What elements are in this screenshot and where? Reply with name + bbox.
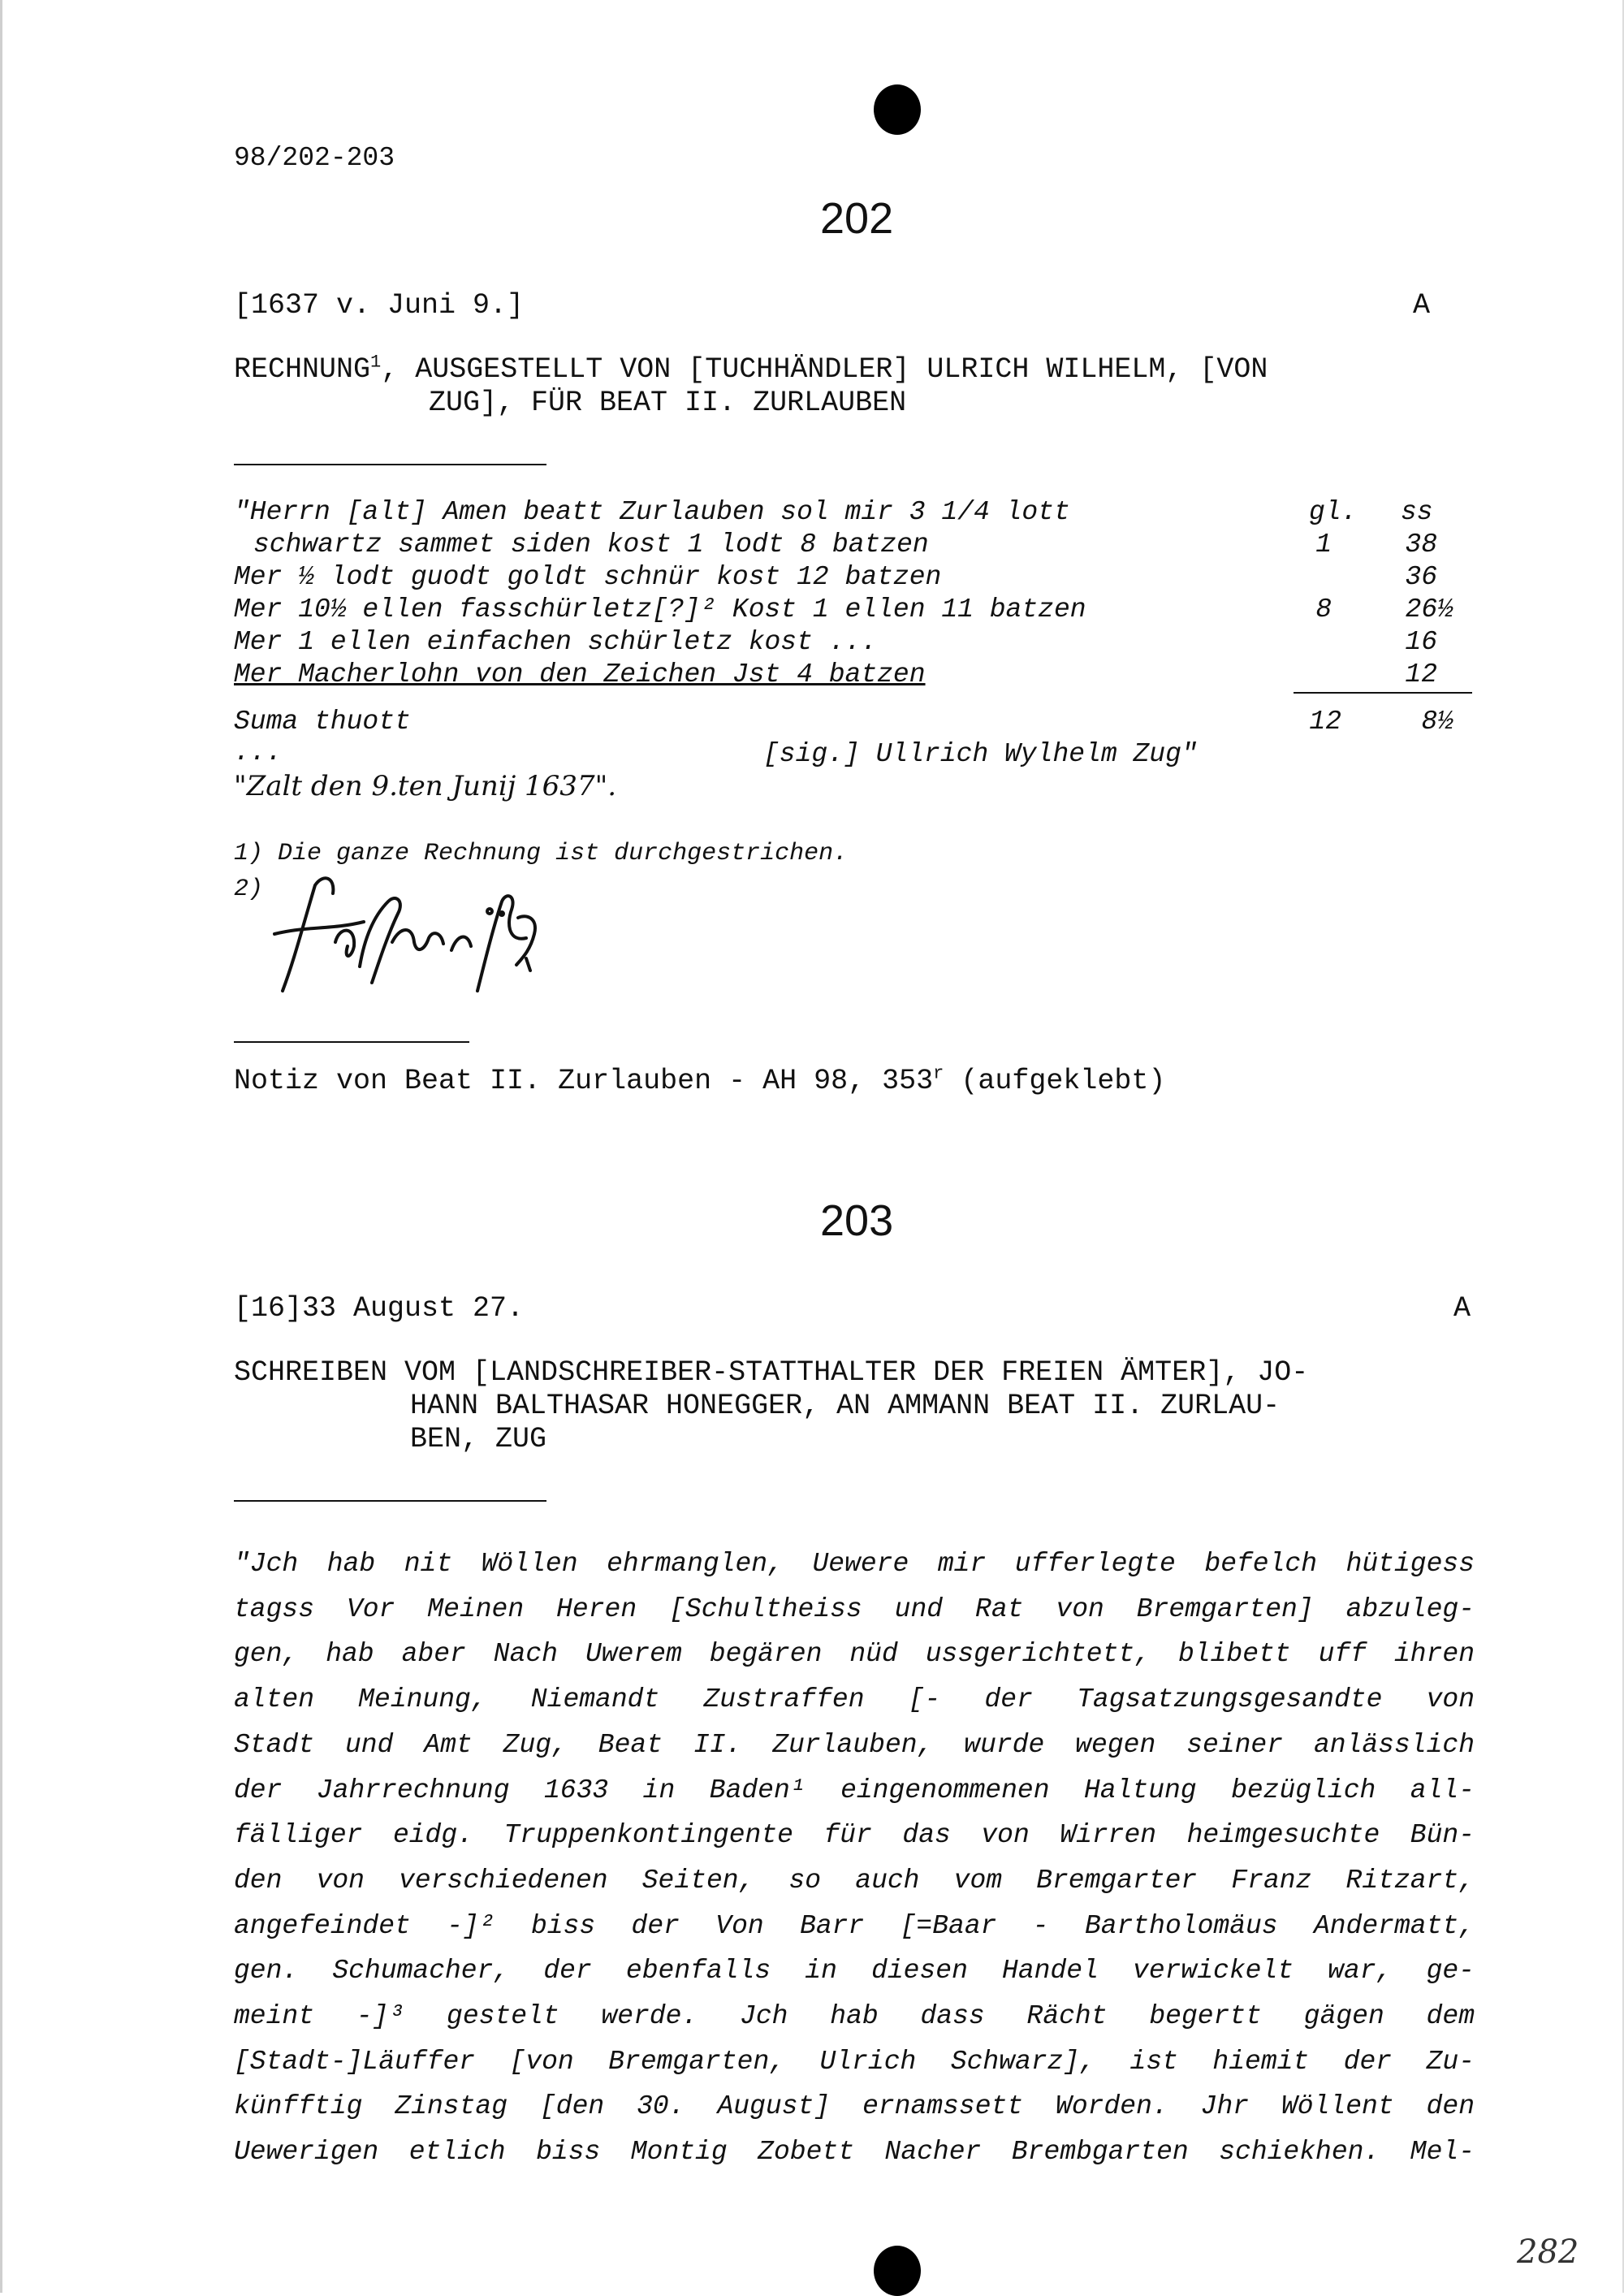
invoice-item-4-ss: 16: [1405, 627, 1437, 657]
invoice-paid-note: "Zalt den 9.ten Junij 1637".: [234, 770, 617, 802]
invoice-sum-rule: [1294, 692, 1472, 694]
archive-recto-sup: r: [933, 1063, 944, 1084]
invoice-total-label: Suma thuott: [234, 707, 411, 737]
invoice-item-4: Mer 1 ellen einfachen schürletz kost ...: [234, 627, 878, 657]
doc202-footnote-1: 1) Die ganze Rechnung ist durchgestrichen.: [234, 840, 849, 867]
invoice-header-gl: gl.: [1309, 497, 1358, 527]
invoice-item-3-gl: 8: [1315, 595, 1332, 625]
doc202-grade: A: [1413, 289, 1431, 322]
doc202-title-footnote-ref: 1: [370, 352, 382, 373]
footnote-handwriting-facsimile: [258, 869, 559, 999]
letter-line: alten Meinung, Niemandt Zustraffen [- der Tagsatzungsgesandte von: [234, 1684, 1475, 1715]
doc203-separator-rule: [234, 1500, 546, 1502]
letter-line: der Jahrrechnung 1633 in Baden¹ eingenommenen Haltung bezüglich all-: [234, 1775, 1475, 1805]
letter-line: fälliger eidg. Truppenkontingente für das von Wirren heimgesuchte Bün-: [234, 1820, 1475, 1851]
letter-line: angefeindet -]² biss der Von Barr [=Baar - Bartholomäus Andermatt,: [234, 1910, 1475, 1941]
invoice-item-0: "Herrn [alt] Amen beatt Zurlauben sol mir 3 1/4 lott: [234, 497, 1070, 527]
doc203-title-line2: HANN BALTHASAR HONEGGER, AN AMMANN BEAT II. ZURLAU-: [410, 1390, 1281, 1422]
letter-line: gen. Schumacher, der ebenfalls in diesen Handel verwickelt war, ge-: [234, 1956, 1475, 1987]
letter-line: meint -]³ gestelt werde. Jch hab dass Rächt begertt gägen dem: [234, 2001, 1475, 2032]
invoice-item-2: Mer ½ lodt guodt goldt schnür kost 12 batzen: [234, 562, 942, 592]
handwriting-sketch: [258, 869, 559, 999]
doc203-title-line1: SCHREIBEN VOM [LANDSCHREIBER-STATTHALTER DER FREIEN ÄMTER], JO-: [234, 1356, 1309, 1389]
document-number-202: 202: [820, 194, 894, 243]
doc202-title-rest: , AUSGESTELLT VON [TUCHHÄNDLER] ULRICH WILHELM, [VON: [381, 353, 1268, 386]
punch-hole-top: [874, 84, 921, 135]
invoice-total-ss: 8½: [1421, 707, 1453, 737]
invoice-header-ss: ss: [1401, 497, 1433, 527]
doc202-date: [1637 v. Juni 9.]: [234, 289, 525, 322]
doc202-footnote-2: 2): [234, 876, 264, 903]
document-number-203: 203: [820, 1196, 894, 1245]
letter-line: "Jch hab nit Wöllen ehrmanglen, Uewere mir ufferlegte befelch hütigess: [234, 1549, 1475, 1579]
page-reference: 98/202-203: [234, 143, 395, 173]
doc202-title-word: RECHNUNG: [234, 353, 371, 386]
invoice-item-1-gl: 1: [1315, 530, 1332, 560]
handwritten-page-number: 282: [1517, 2233, 1579, 2271]
invoice-item-5-ss: 12: [1405, 659, 1437, 690]
invoice-item-3: Mer 10½ ellen fasschürletz[?]² Kost 1 ellen 11 batzen: [234, 595, 1086, 625]
doc202-archive-note: [234, 1065, 1165, 1097]
doc203-grade: A: [1453, 1292, 1471, 1325]
invoice-item-5: Mer Macherlohn von den Zeichen Jst 4 batzen: [234, 659, 926, 690]
invoice-signature: [sig.] Ullrich Wylhelm Zug": [763, 739, 1198, 769]
doc203-date: [16]33 August 27.: [234, 1292, 525, 1325]
scan-left-edge: [0, 0, 2, 2293]
doc203-title-line3: BEN, ZUG: [410, 1423, 547, 1455]
doc202-separator-rule: [234, 464, 546, 465]
invoice-item-1-ss: 38: [1405, 530, 1437, 560]
doc202-archive-rule: [234, 1041, 469, 1043]
invoice-item-3-ss: 26½: [1405, 595, 1453, 625]
invoice-item-2-ss: 36: [1405, 562, 1437, 592]
letter-line: den von verschiedenen Seiten, so auch vom Bremgarter Franz Ritzart,: [234, 1865, 1475, 1896]
archive-note-suffix: (aufgeklebt): [944, 1065, 1166, 1097]
letter-line: gen, hab aber Nach Uwerem begären nüd ussgerichtett, blibett uff ihren: [234, 1639, 1475, 1670]
letter-line: künfftig Zinstag [den 30. August] ernamssett Worden. Jhr Wöllent den: [234, 2091, 1475, 2122]
doc202-title-line1: [234, 353, 1268, 386]
doc203-letter-text: [234, 1541, 1475, 2175]
letter-line: tagss Vor Meinen Heren [Schultheiss und Rat von Bremgarten] abzuleg-: [234, 1593, 1475, 1624]
invoice-ellipsis: ...: [234, 737, 283, 767]
invoice-total-gl: 12: [1309, 707, 1341, 737]
letter-line: Uewerigen etlich biss Montig Zobett Nacher Brembgarten schiekhen. Mel-: [234, 2137, 1475, 2168]
archive-note-text: Notiz von Beat II. Zurlauben - AH 98, 353: [234, 1065, 934, 1097]
doc202-title-line2: ZUG], FÜR BEAT II. ZURLAUBEN: [429, 387, 907, 419]
invoice-item-1: schwartz sammet siden kost 1 lodt 8 batzen: [253, 530, 929, 560]
letter-line: Stadt und Amt Zug, Beat II. Zurlauben, wurde wegen seiner anlässlich: [234, 1729, 1475, 1760]
letter-line: [Stadt-]Läuffer [von Bremgarten, Ulrich Schwarz], ist hiemit der Zu-: [234, 2046, 1475, 2077]
punch-hole-bottom: [874, 2246, 921, 2296]
